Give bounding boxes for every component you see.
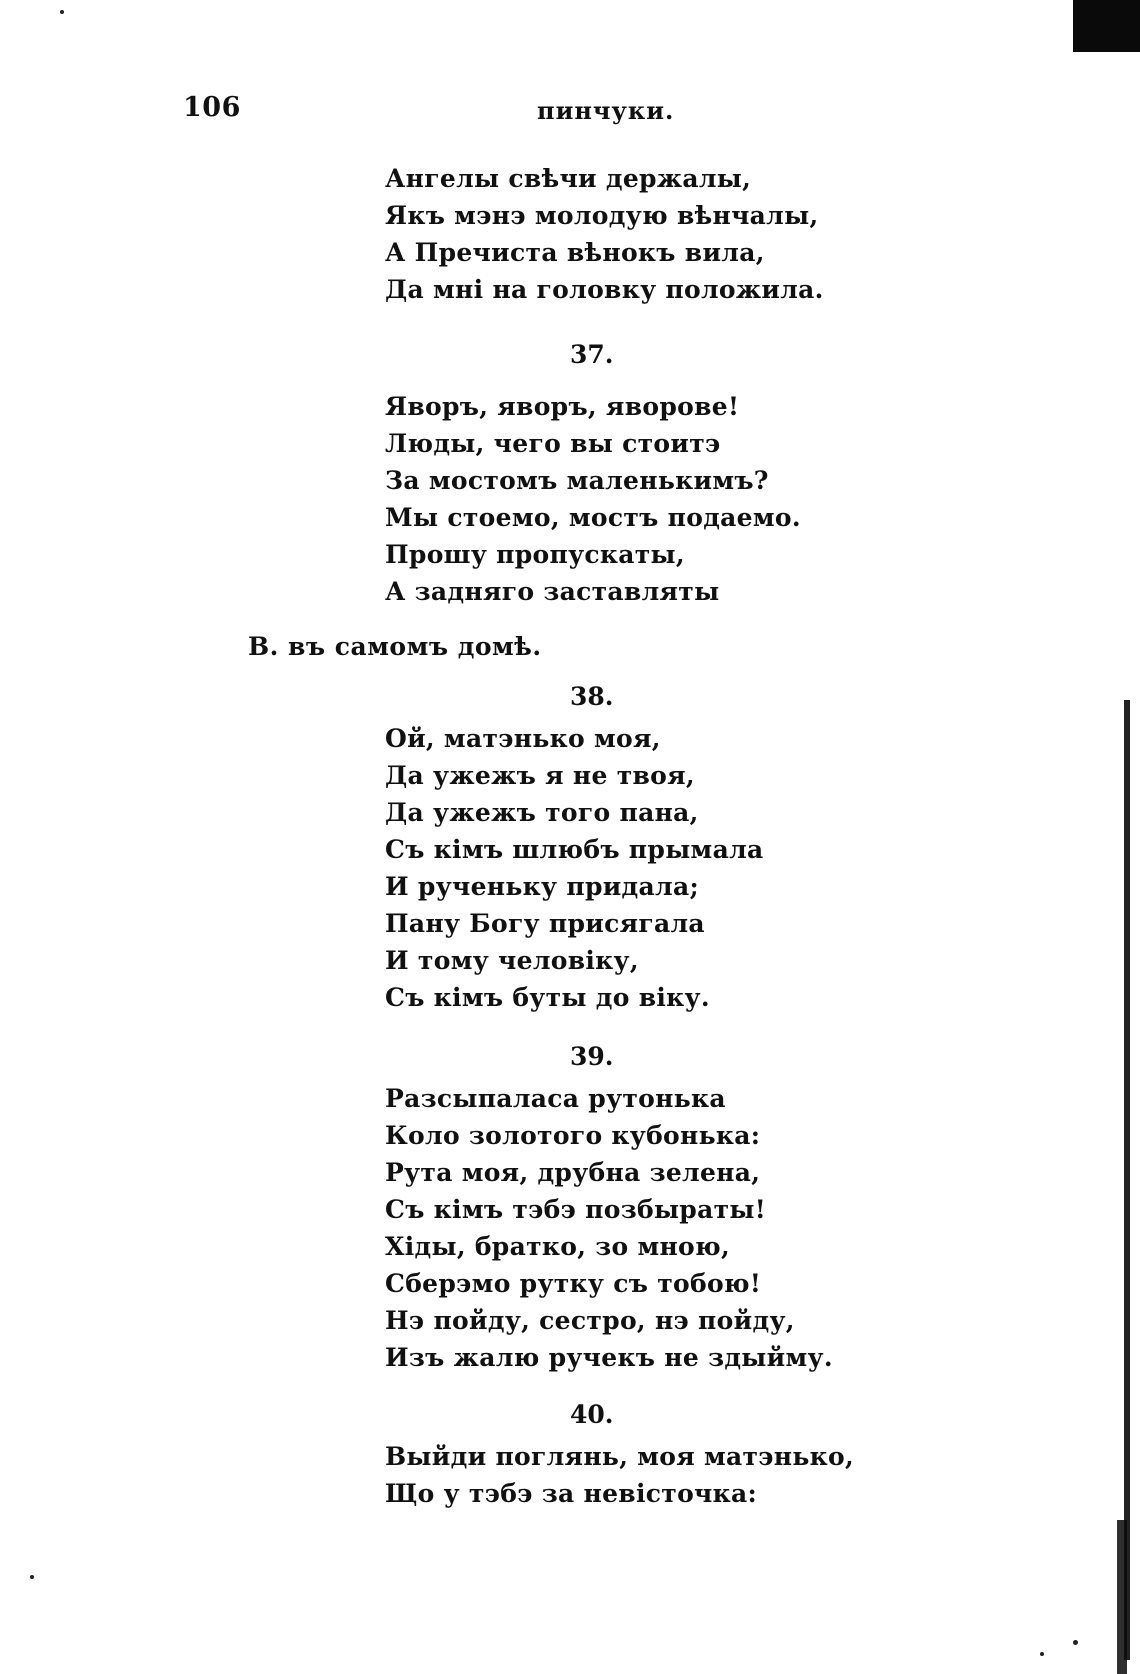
verse-line: Съ кімъ буты до віку. — [385, 983, 710, 1012]
section-heading: В. въ самомъ домѣ. — [248, 632, 542, 661]
verse-line: Що у тэбэ за невісточка: — [385, 1479, 758, 1508]
song-number-38: 38. — [570, 682, 614, 711]
verse-line: Съ кімъ шлюбъ прымала — [385, 835, 764, 864]
verse-line: И тому человіку, — [385, 946, 639, 975]
page-number: 106 — [183, 92, 241, 123]
song-40 — [385, 1438, 854, 1512]
song-number-40: 40. — [570, 1400, 614, 1429]
scan-edge-top-right — [1073, 0, 1140, 52]
verse-line: Прошу пропускаты, — [385, 540, 685, 569]
verse-line: Да мні на головку положила. — [385, 275, 824, 304]
intro-stanza — [385, 160, 824, 308]
song-37 — [385, 388, 801, 610]
scan-speck — [60, 10, 64, 14]
song-39 — [385, 1080, 833, 1376]
verse-line: Выйди поглянь, моя матэнько, — [385, 1442, 854, 1471]
verse-line: Да ужежъ я не твоя, — [385, 761, 695, 790]
verse-line: Ангелы свѣчи держалы, — [385, 164, 752, 193]
verse-line: Да ужежъ того пана, — [385, 798, 699, 827]
running-head: пинчуки. — [537, 96, 675, 125]
verse-line: Пану Богу присягала — [385, 909, 705, 938]
verse-line: А задняго заставляты — [385, 577, 720, 606]
verse-line: Яворъ, яворъ, яворове! — [385, 392, 740, 421]
verse-line: Изъ жалю ручекъ не здыйму. — [385, 1343, 833, 1372]
verse-line: Коло золотого кубонька: — [385, 1121, 761, 1150]
verse-line: Люды, чего вы стоитэ — [385, 429, 721, 458]
verse-line: И рученьку придала; — [385, 872, 699, 901]
scan-speck — [1073, 1640, 1078, 1645]
song-number-37: 37. — [570, 340, 614, 369]
verse-line: Якъ мэнэ молодую вѣнчалы, — [385, 201, 819, 230]
verse-line: За мостомъ маленькимъ? — [385, 466, 769, 495]
scan-edge-right-strip-lower — [1117, 1520, 1127, 1674]
song-number-39: 39. — [570, 1042, 614, 1071]
verse-line: Рута моя, друбна зелена, — [385, 1158, 761, 1187]
verse-line: Разсыпаласа рутонька — [385, 1084, 726, 1113]
verse-line: Съ кімъ тэбэ позбыраты! — [385, 1195, 767, 1224]
song-38 — [385, 720, 764, 1016]
scan-speck — [30, 1575, 34, 1579]
verse-line: Сберэмо рутку съ тобою! — [385, 1269, 762, 1298]
verse-line: Нэ пойду, сестро, нэ пойду, — [385, 1306, 795, 1335]
scan-edge-right-strip — [1124, 700, 1130, 1660]
verse-line: Хіды, братко, зо мною, — [385, 1232, 730, 1261]
scan-speck — [1040, 1652, 1044, 1656]
verse-line: Мы стоемо, мостъ подаемо. — [385, 503, 801, 532]
verse-line: Ой, матэнько моя, — [385, 724, 661, 753]
verse-line: А Пречиста вѣнокъ вила, — [385, 238, 765, 267]
